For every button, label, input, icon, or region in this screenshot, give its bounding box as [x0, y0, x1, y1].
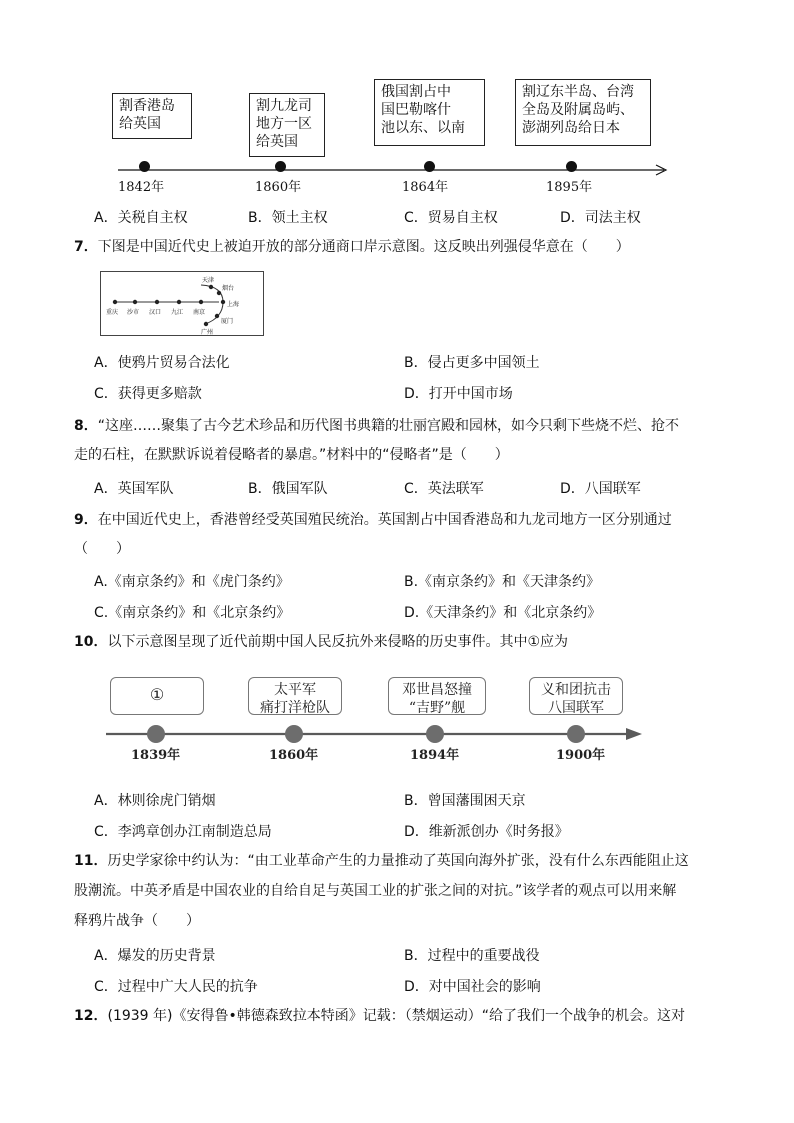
q8-option-d[interactable]: D．八国联军	[560, 481, 641, 497]
timeline-1-year: 1860年	[255, 180, 302, 195]
timeline-2-event-box: 义和团抗击 八国联军	[529, 677, 623, 715]
question-number: 9．	[74, 512, 98, 528]
q8-option-a[interactable]: A．英国军队	[94, 481, 174, 497]
timeline-2-event-box: 太平军 痛打洋枪队	[248, 677, 342, 715]
question-stem-line: 释鸦片战争（ ）	[74, 913, 200, 929]
q11-options-row-2	[94, 976, 724, 1000]
question-stem: 下图是中国近代史上被迫开放的部分通商口岸示意图。这反映出列强侵华意在（ ）	[97, 239, 630, 255]
q7-option-b[interactable]: B．侵占更多中国领土	[404, 355, 540, 371]
map-city-label: 烟台	[222, 285, 235, 292]
timeline-1-event-box: 割九龙司 地方一区 给英国	[249, 93, 325, 157]
map-city-label: 重庆	[106, 309, 119, 316]
q11-option-b[interactable]: B．过程中的重要战役	[404, 948, 540, 964]
q10-option-b[interactable]: B．曾国藩围困天京	[404, 793, 526, 809]
question-11	[74, 846, 724, 876]
timeline-2-dot	[426, 725, 444, 743]
question-stem-line: “这座……聚集了古今艺术珍品和历代图书典籍的壮丽宫殿和园林，如今只剩下些烧不烂、抢不	[97, 418, 680, 434]
question-stem-line: 股潮流。中英矛盾是中国农业的自给自足与英国工业的扩张之间的对抗。”该学者的观点可以用来解	[74, 883, 677, 899]
map-city-label: 上海	[227, 301, 240, 308]
timeline-2-event-box: 邓世昌怒撞 “吉野”舰	[388, 677, 486, 715]
map-city-label: 九江	[171, 309, 184, 316]
q7-option-c[interactable]: C．获得更多赔款	[94, 386, 202, 402]
q11-options-row-1	[94, 945, 724, 969]
question-number: 7．	[74, 239, 98, 255]
q9-option-d[interactable]: D.《天津条约》和《北京条约》	[404, 605, 602, 621]
q11-option-a[interactable]: A．爆发的历史背景	[94, 948, 216, 964]
q7-option-d[interactable]: D．打开中国市场	[404, 386, 513, 402]
question-12	[74, 1001, 724, 1031]
question-number: 11．	[74, 853, 108, 869]
map-city-label: 天津	[202, 277, 215, 284]
timeline-2-dot	[285, 725, 303, 743]
q10-option-a[interactable]: A．林则徐虎门销烟	[94, 793, 216, 809]
timeline-2-year: 1894年	[410, 748, 460, 763]
question-number: 10．	[74, 634, 108, 650]
timeline-1-year: 1895年	[546, 180, 593, 195]
map-city-label: 汉口	[149, 309, 162, 316]
question-stem-line: (1939 年)《安得鲁•韩德森致拉本特函》记载：（禁烟运动）“给了我们一个战争的机会。这对	[107, 1008, 685, 1024]
timeline-2-year: 1900年	[556, 748, 606, 763]
question-stem-line: 走的石柱，在默默诉说着侵略者的暴虐。”材料中的“侵略者”是（ ）	[74, 447, 509, 463]
timeline-2-event-box: ①	[110, 677, 204, 715]
q9-option-b[interactable]: B.《南京条约》和《天津条约》	[404, 574, 601, 590]
timeline-1-year: 1842年	[118, 180, 165, 195]
timeline-2-dot	[147, 725, 165, 743]
timeline-1-event-box: 割辽东半岛、台湾 全岛及附属岛屿、 澎湖列岛给日本	[515, 79, 651, 146]
question-stem: 以下示意图呈现了近代前期中国人民反抗外来侵略的历史事件。其中①应为	[107, 634, 569, 650]
map-city-label: 厦门	[221, 318, 234, 325]
q8-option-b[interactable]: B．俄国军队	[248, 481, 328, 497]
q10-option-d[interactable]: D．维新派创办《时务报》	[404, 824, 569, 840]
q10-options-row-2	[94, 821, 724, 845]
q9-option-a[interactable]: A.《南京条约》和《虎门条约》	[94, 574, 290, 590]
map-city-label: 南京	[193, 309, 206, 316]
question-number: 12．	[74, 1008, 108, 1024]
timeline-2-year: 1839年	[131, 748, 181, 763]
q11-option-d[interactable]: D．对中国社会的影响	[404, 979, 541, 995]
timeline-1-event-box: 俄国割占中 国巴勒喀什 池以东、以南	[374, 79, 485, 146]
q7-option-a[interactable]: A．使鸦片贸易合法化	[94, 355, 230, 371]
question-11-continued	[74, 906, 724, 936]
q8-option-c[interactable]: C．英法联军	[404, 481, 484, 497]
q6-option-b[interactable]: B．领土主权	[248, 210, 328, 226]
question-stem-line: 历史学家徐中约认为：“由工业革命产生的力量推动了英国向海外扩张，没有什么东西能阻止这	[107, 853, 689, 869]
map-city-label: 沙市	[127, 309, 140, 316]
question-11-continued	[74, 876, 724, 906]
q6-option-a[interactable]: A．关税自主权	[94, 210, 188, 226]
question-stem-line: 在中国近代史上，香港曾经受英国殖民统治。英国割占中国香港岛和九龙司地方一区分别通过	[97, 512, 672, 528]
timeline-2-year: 1860年	[269, 748, 319, 763]
q6-option-d[interactable]: D．司法主权	[560, 210, 641, 226]
question-stem-line: （ ）	[74, 541, 130, 557]
q11-option-c[interactable]: C．过程中广大人民的抗争	[94, 979, 258, 995]
q9-option-c[interactable]: C.《南京条约》和《北京条约》	[94, 605, 291, 621]
q10-options-row-1	[94, 790, 724, 814]
timeline-1-year: 1864年	[402, 180, 449, 195]
timeline-1-event-box: 割香港岛 给英国	[112, 93, 192, 139]
q10-option-c[interactable]: C．李鸿章创办江南制造总局	[94, 824, 272, 840]
question-number: 8．	[74, 418, 98, 434]
timeline-2-dot	[567, 725, 585, 743]
map-city-label: 广州	[201, 329, 214, 336]
q6-option-c[interactable]: C．贸易自主权	[404, 210, 498, 226]
